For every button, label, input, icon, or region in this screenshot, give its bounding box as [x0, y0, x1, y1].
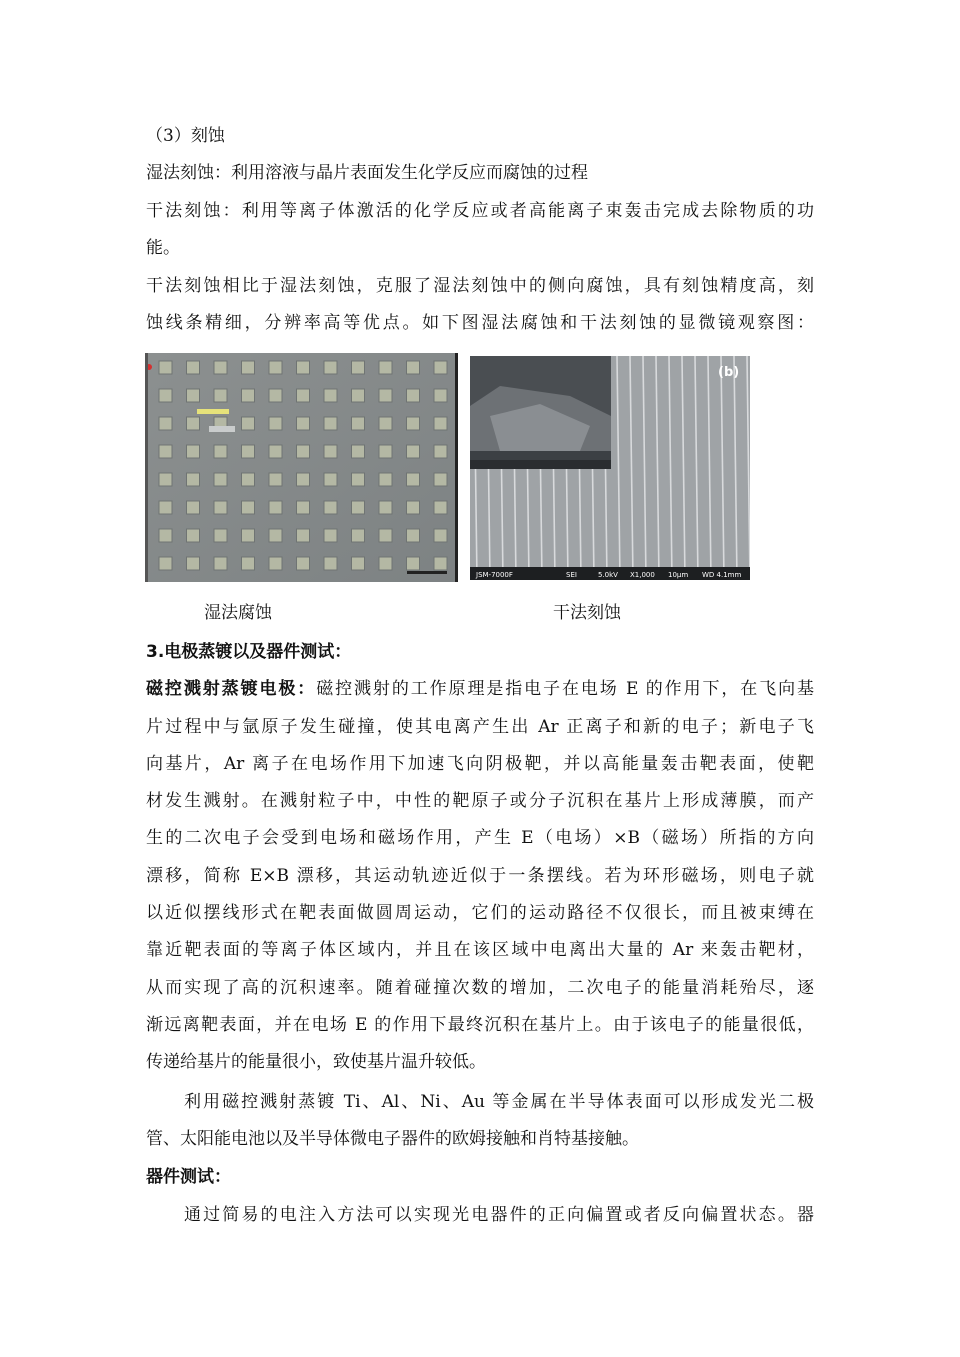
section-title: 3.电极蒸镀以及器件测试： — [146, 642, 352, 662]
sem-working-distance: WD 4.1mm — [702, 571, 742, 579]
etched-square — [159, 473, 172, 486]
etched-square — [214, 557, 227, 570]
etched-square — [269, 557, 282, 570]
etched-square — [379, 445, 392, 458]
dry-etching-caption: 干法刻蚀 — [553, 603, 621, 623]
etched-square — [214, 389, 227, 402]
sputtering-line: 向基片，Ar 离子在电场作用下加速飞向阴极靶，并以高能量轰击靶表面，使靶 — [146, 754, 814, 774]
etched-square — [297, 389, 310, 402]
etched-square — [324, 417, 337, 430]
etched-square — [187, 557, 200, 570]
sputtering-line: 片过程中与氩原子发生碰撞，使其电离产生出 Ar 正离子和新的电子；新电子飞 — [146, 717, 814, 737]
sputtering-line-1-text: 磁控溅射的工作原理是指电子在电场 E 的作用下，在飞向基 — [316, 679, 815, 699]
etched-square — [159, 361, 172, 374]
wet-etching-caption: 湿法腐蚀 — [204, 603, 272, 623]
etched-square — [352, 557, 365, 570]
etched-square — [407, 389, 420, 402]
etched-square — [434, 361, 447, 374]
etched-square — [379, 417, 392, 430]
etched-square — [352, 529, 365, 542]
etched-square — [214, 445, 227, 458]
etched-square — [187, 445, 200, 458]
etched-square — [352, 417, 365, 430]
wet-etching-micrograph — [145, 353, 458, 582]
etched-square — [434, 445, 447, 458]
sputtering-label: 磁控溅射蒸镀电极： — [146, 679, 317, 699]
comparison-line-1: 干法刻蚀相比于湿法刻蚀，克服了湿法刻蚀中的侧向腐蚀，具有刻蚀精度高，刻 — [146, 276, 814, 296]
etched-square — [242, 473, 255, 486]
etched-square — [159, 417, 172, 430]
etching-heading: （3）刻蚀 — [146, 126, 225, 146]
device-test-line: 通过简易的电注入方法可以实现光电器件的正向偏置或者反向偏置状态。器 — [184, 1205, 814, 1225]
etched-square — [187, 417, 200, 430]
etched-square — [297, 529, 310, 542]
etched-square — [159, 557, 172, 570]
etched-square — [434, 417, 447, 430]
etched-square — [324, 557, 337, 570]
etched-square — [352, 501, 365, 514]
sputtering-line: 生的二次电子会受到电场和磁场作用，产生 E（电场）×B（磁场）所指的方向 — [146, 828, 814, 848]
sem-scale: 10μm — [668, 571, 689, 579]
sputtering-line: 材发生溅射。在溅射粒子中，中性的靶原子或分子沉积在基片上形成薄膜，而产 — [146, 791, 814, 811]
sputtering-line: 以近似摆线形式在靶表面做圆周运动，它们的运动路径不仅很长，而且被束缚在 — [146, 903, 814, 923]
etched-square — [242, 445, 255, 458]
etched-square — [352, 389, 365, 402]
etched-square — [159, 445, 172, 458]
etched-square — [214, 473, 227, 486]
metals-paragraph-line-1: 利用磁控溅射蒸镀 Ti、Al、Ni、Au 等金属在半导体表面可以形成发光二极 — [184, 1092, 814, 1112]
etched-square — [242, 557, 255, 570]
marker-label — [209, 426, 235, 432]
etched-square — [379, 361, 392, 374]
etched-square — [159, 389, 172, 402]
etched-square — [324, 501, 337, 514]
sputtering-line: 从而实现了高的沉积速率。随着碰撞次数的增加，二次电子的能量消耗殆尽，逐 — [146, 978, 814, 998]
etched-square — [269, 473, 282, 486]
etched-square — [407, 473, 420, 486]
etched-square — [324, 361, 337, 374]
etched-square — [242, 501, 255, 514]
etched-square — [242, 389, 255, 402]
etched-square — [187, 501, 200, 514]
sputtering-line: 漂移，简称 E×B 漂移，其运动轨迹近似于一条摆线。若为环形磁场，则电子就 — [146, 866, 814, 886]
etched-square — [379, 473, 392, 486]
etched-square — [242, 361, 255, 374]
sputtering-line: 渐远离靶表面，并在电场 E 的作用下最终沉积在基片上。由于该电子的能量很低， — [146, 1015, 814, 1035]
dry-etching-definition-line-2: 能。 — [146, 238, 180, 258]
etched-square — [324, 445, 337, 458]
device-test-label: 器件测试： — [146, 1167, 231, 1187]
sem-voltage: 5.0kV — [598, 571, 618, 579]
etched-square — [269, 417, 282, 430]
etched-square — [297, 557, 310, 570]
etched-square — [434, 529, 447, 542]
comparison-line-2: 蚀线条精细，分辨率高等优点。如下图湿法腐蚀和干法刻蚀的显微镜观察图： — [146, 313, 814, 333]
etched-square — [324, 529, 337, 542]
etched-square — [214, 501, 227, 514]
sem-model: JSM-7000F — [476, 571, 513, 579]
etched-square — [269, 389, 282, 402]
etched-square — [434, 501, 447, 514]
etched-square — [434, 389, 447, 402]
etched-square — [269, 445, 282, 458]
sputtering-line: 靠近靶表面的等离子体区域内，并且在该区域中电离出大量的 Ar 来轰击靶材， — [146, 940, 814, 960]
etched-square — [407, 361, 420, 374]
etched-square — [434, 473, 447, 486]
etched-square — [407, 417, 420, 430]
etched-square — [434, 557, 447, 570]
sem-mode: SEI — [566, 571, 577, 579]
etched-square — [407, 557, 420, 570]
etched-square — [242, 529, 255, 542]
etched-square — [269, 529, 282, 542]
etched-square — [297, 417, 310, 430]
metals-paragraph-line-2: 管、太阳能电池以及半导体微电子器件的欧姆接触和肖特基接触。 — [146, 1129, 639, 1149]
etched-square — [407, 501, 420, 514]
etched-square — [187, 389, 200, 402]
etched-square — [297, 445, 310, 458]
etched-square — [187, 361, 200, 374]
sputtering-paragraph-line-1 — [146, 677, 814, 701]
etched-square — [352, 361, 365, 374]
dry-etching-definition-line-1: 干法刻蚀：利用等离子体激活的化学反应或者高能离子束轰击完成去除物质的功 — [146, 201, 814, 221]
etched-square — [159, 529, 172, 542]
etched-square — [407, 529, 420, 542]
etched-square — [379, 529, 392, 542]
marker-bar — [197, 409, 229, 414]
dry-etching-sem-image — [470, 356, 750, 580]
etched-square — [242, 417, 255, 430]
etched-square — [297, 473, 310, 486]
etched-square — [187, 473, 200, 486]
etched-square — [214, 529, 227, 542]
sem-magnification: X1,000 — [630, 571, 655, 579]
etched-square — [187, 529, 200, 542]
etched-square — [214, 361, 227, 374]
etched-square — [269, 501, 282, 514]
etched-square — [379, 501, 392, 514]
etched-square — [352, 445, 365, 458]
sputtering-last-line: 传递给基片的能量很小，致使基片温升较低。 — [146, 1052, 486, 1072]
etched-square — [324, 473, 337, 486]
scale-bar — [407, 571, 447, 574]
etched-square — [297, 361, 310, 374]
etched-square — [379, 557, 392, 570]
etched-square — [352, 473, 365, 486]
etched-square — [379, 389, 392, 402]
etched-square — [297, 501, 310, 514]
wet-etching-definition: 湿法刻蚀：利用溶液与晶片表面发生化学反应而腐蚀的过程 — [146, 163, 588, 183]
etched-square — [159, 501, 172, 514]
etched-square — [269, 361, 282, 374]
etched-square — [324, 389, 337, 402]
etched-square — [407, 445, 420, 458]
panel-label: (b) — [718, 365, 740, 380]
